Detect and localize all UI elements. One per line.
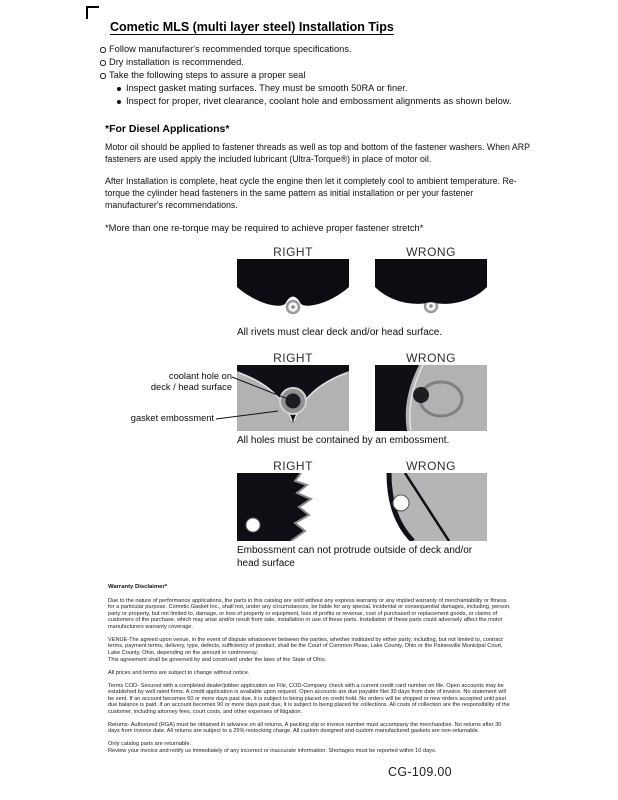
- legal-paragraph-invoice: Review your invoice and notify us immediately of any incorrect or inaccurate information. Shortages must be reported within 10 days.: [108, 748, 437, 755]
- embossment-right-figure: [237, 351, 349, 431]
- embossment-caption: All holes must be contained by an embossment.: [237, 435, 450, 446]
- diagram-row-rivet-clearance: [237, 245, 618, 339]
- rivet-wrong-figure: [375, 245, 487, 323]
- right-label: RIGHT: [273, 245, 313, 259]
- embossment-containment-right-image: [237, 365, 349, 431]
- legal-section: [108, 584, 513, 755]
- embossment-protrusion-right-image: [237, 473, 349, 541]
- subtip-item: Inspect gasket mating surfaces. They must be smooth 50RA or finer.: [116, 82, 618, 95]
- legal-paragraph-venue: VENUE-The agreed upon venue, in the event of dispute whatsoever between the parties, whether instituted by either party, including, but not limited to, contract terms, payment terms, delivery, type, defects, sufficiency of product, shall be the Court of Common Pleas, Lake County, Ohio or the Painesville Municipal Court, Lake County, Ohio, depending on the amount in controversy.: [108, 636, 503, 656]
- protrusion-caption: Embossment can not protrude outside of deck and/or head surface: [237, 545, 473, 569]
- legal-paragraph-venue-law: This agreement shall be governed by and construed under the laws of the State of Ohio.: [108, 657, 327, 664]
- right-label: RIGHT: [273, 459, 313, 473]
- coolant-hole-callout-line2: deck / head surface: [150, 382, 232, 392]
- diagram-section: [0, 245, 618, 570]
- corner-crop-mark: [86, 6, 99, 19]
- diesel-paragraph-2: After Installation is complete, heat cycle the engine then let it completely cool to ambient temperature. Re-torque the cylinder head fasteners in the same pattern as initial installation or per your fastener manufacturer's recommendations.: [105, 176, 517, 210]
- rivet-right-figure: [237, 245, 349, 323]
- wrong-label: WRONG: [406, 351, 456, 365]
- right-label: RIGHT: [273, 351, 313, 365]
- embossment-protrusion-wrong-image: [375, 473, 487, 541]
- diesel-applications-heading: *For Diesel Applications*: [105, 123, 230, 135]
- page-code: CG-109.00: [388, 764, 452, 779]
- legal-paragraph-terms: Terms COD- Secured with a completed dealer/jobber application on File, COD-Company check with a current credit card number on file. Open accounts may be established by well rated firms. A credit application is available upon request. Open accounts are due payable Net 30 days from date of invoice. No statement will be sent. If an account becomes 60 or more days past due, it is subject to being placed on credit hold. No orders will be shipped or new orders accepted until past due balance is paid. If an account becomes 90 or more days past due, it is subject to being placed for collections. All costs of collection are the responsibility of the customer, including attorney fees, court costs, and other expenses of litigation.: [108, 682, 510, 715]
- installation-tips-list: [99, 43, 618, 82]
- coolant-hole-callout: [128, 371, 232, 393]
- rivet-clearance-wrong-image: [375, 259, 487, 323]
- tip-item: Follow manufacturer's recommended torque specifications.: [99, 43, 618, 56]
- installation-subtips-list: [116, 82, 618, 108]
- legal-paragraph-prices: All prices and terms are subject to change without notice.: [108, 669, 250, 676]
- wrong-label: WRONG: [406, 245, 456, 259]
- diagram-row-embossment-protrusion: [237, 459, 618, 570]
- protrusion-wrong-figure: [375, 459, 487, 541]
- legal-paragraph-warranty: Due to the nature of performance applications, the parts in this catalog are sold without any express warranty or any implied warranty of merchantability or fitness for a particular purpose. Cometic Gasket Inc., shall not, under any circumstances, be liable for any special, incidental or consequential damages, including, person, party or property, but not limited to, damage, or loss of property or equipment, loss of profits or revenue, cost of purchased or replacement goods, or claims of customers of the purchase, which may arise and/or result from sale, installation or use of these parts. Installation of these parts could adversely affect the motor manufacturers warranty coverage.: [108, 597, 511, 630]
- legal-paragraph-returns: Returns- Authorized (RGA) must be obtained in advance on all returns. A packing slip or invoice number must accompany the merchandise. No returns after 30 days from invoice date. All returns are subject to a 25% restocking charge. All custom designed and custom manufactured gaskets are non-returnable.: [108, 721, 502, 735]
- rivet-clearance-right-image: [237, 259, 349, 323]
- page-title: Cometic MLS (multi layer steel) Installation Tips: [110, 20, 394, 34]
- embossment-containment-wrong-image: [375, 365, 487, 431]
- legal-paragraph-returnable: Only catalog parts are returnable.: [108, 740, 192, 747]
- rivet-caption: All rivets must clear deck and/or head surface.: [237, 327, 443, 338]
- warranty-disclaimer-heading: Warranty Disclaimer*: [108, 584, 168, 590]
- wrong-label: WRONG: [406, 459, 456, 473]
- tip-item: Dry installation is recommended.: [99, 56, 618, 69]
- subtip-item: Inspect for proper, rivet clearance, coolant hole and embossment alignments as shown below.: [116, 95, 618, 108]
- protrusion-right-figure: [237, 459, 349, 541]
- diesel-paragraph-1: Motor oil should be applied to fastener threads as well as top and bottom of the fastener washers. When ARP fasteners are used apply the included lubricant (Ultra-Torque®) in place of motor oil.: [105, 142, 530, 164]
- coolant-hole-callout-line1: coolant hole on: [168, 371, 232, 381]
- embossment-wrong-figure: [375, 351, 487, 431]
- retorque-note: *More than one re-torque may be required to achieve proper fastener stretch*: [105, 223, 424, 233]
- gasket-embossment-callout: gasket embossment: [130, 413, 214, 423]
- diagram-row-embossment-containment: [237, 351, 618, 447]
- tip-item: Take the following steps to assure a proper seal: [99, 69, 618, 82]
